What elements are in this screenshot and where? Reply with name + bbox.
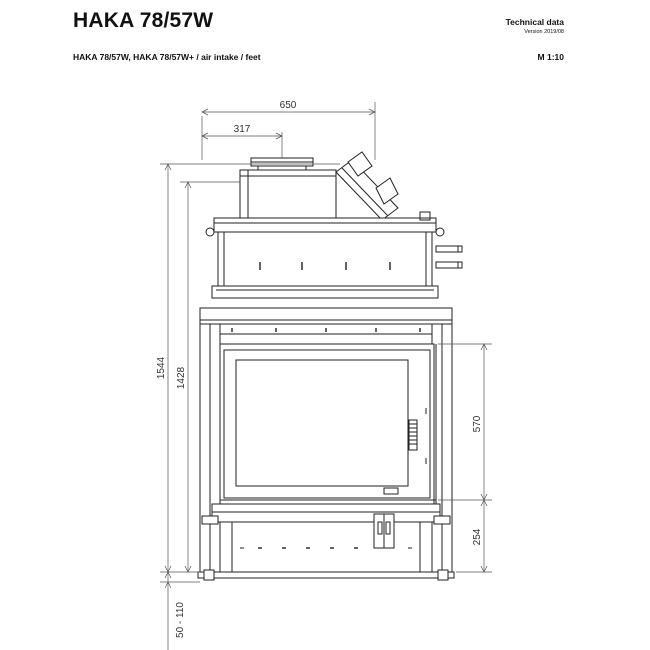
- technical-data-label: Technical data: [505, 17, 564, 27]
- door-latch: [384, 488, 398, 494]
- page-title: HAKA 78/57W: [73, 9, 214, 32]
- label-height-feet: 50 - 110: [175, 602, 186, 638]
- page-subtitle: HAKA 78/57W, HAKA 78/57W+ / air intake / feet: [73, 52, 261, 62]
- glass-pane: [236, 360, 408, 486]
- base-air-control: [374, 514, 394, 548]
- version-label: Version 2019/08: [524, 29, 564, 35]
- water-connection-pipes: [436, 246, 462, 268]
- label-width-total: 650: [279, 100, 297, 111]
- flue-hood: [240, 170, 336, 218]
- bottom-plate: [198, 572, 454, 578]
- label-height-body: 1428: [176, 366, 187, 390]
- lower-base: [212, 504, 440, 572]
- label-height-total: 1544: [156, 356, 167, 380]
- upper-housing: [206, 212, 444, 298]
- label-width-half: 317: [233, 124, 251, 135]
- scale-label: M 1:10: [537, 52, 564, 62]
- label-base-height: 254: [472, 528, 483, 546]
- angled-air-intake: [336, 152, 398, 220]
- label-door-height: 570: [472, 415, 483, 433]
- dimension-width-half: [202, 132, 282, 158]
